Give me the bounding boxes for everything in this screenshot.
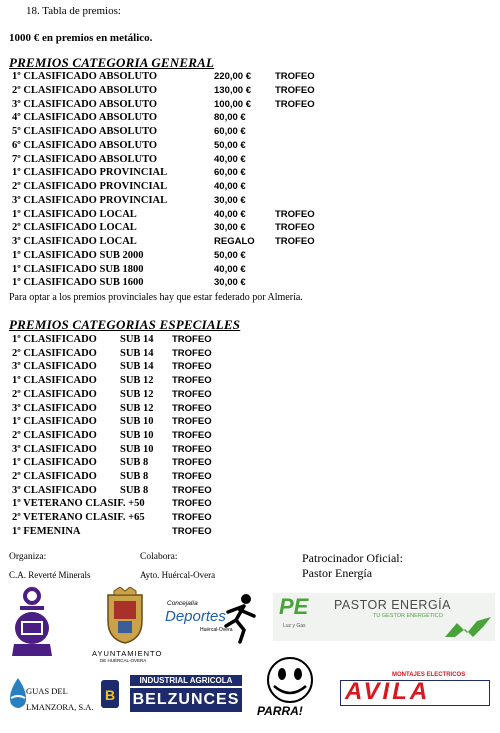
special-title: PREMIOS CATEGORIAS ESPECIALES — [9, 317, 241, 332]
row-category: SUB 10 — [120, 429, 154, 441]
row-label: 1º CLASIFICADO SUB 1600 — [12, 277, 144, 289]
pastor-energia-logo — [273, 593, 495, 641]
row-prize: TROFEO — [172, 498, 212, 510]
row-label: 1º CLASIFICADO — [12, 334, 97, 345]
belzunces-emblem — [98, 676, 122, 712]
row-label: 3º CLASIFICADO — [12, 443, 97, 455]
general-title: PREMIOS CATEGORIA GENERAL — [9, 55, 215, 70]
ayuntamiento-crest — [100, 587, 150, 645]
row-label: 3º CLASIFICADO PROVINCIAL — [12, 194, 168, 206]
row-label: 2º CLASIFICADO — [12, 347, 97, 359]
row-prize: TROFEO — [172, 334, 212, 345]
row-label: 5º CLASIFICADO ABSOLUTO — [12, 126, 158, 137]
row-prize: TROFEO — [172, 416, 212, 428]
belzunces-top: INDUSTRIAL AGRICOLA — [130, 675, 242, 686]
row-trophy: TROFEO — [275, 84, 315, 96]
row-trophy: TROFEO — [275, 222, 315, 234]
provincial-note: Para optar a los premios provinciales hay que estar federado por Almería. — [9, 292, 303, 303]
runner-icon — [218, 592, 260, 644]
pastor-name: PASTOR ENERGÍA — [334, 598, 451, 612]
row-prize: TROFEO — [172, 347, 212, 359]
row-label: 4º CLASIFICADO ABSOLUTO — [12, 112, 158, 124]
row-amount: 40,00 € — [214, 153, 246, 165]
row-category: SUB 12 — [120, 375, 154, 387]
belzunces-name: BELZUNCES — [130, 688, 242, 712]
pastor-luz: Luz y Gas — [283, 623, 306, 629]
row-trophy: TROFEO — [275, 71, 315, 82]
row-label: 2º CLASIFICADO LOCAL — [12, 222, 137, 234]
row-amount: REGALO — [214, 236, 255, 247]
row-prize: TROFEO — [172, 375, 212, 387]
row-label: 2º CLASIFICADO PROVINCIAL — [12, 181, 168, 192]
row-trophy: TROFEO — [275, 208, 315, 220]
row-label: 3º CLASIFICADO LOCAL — [12, 236, 137, 247]
row-category: SUB 12 — [120, 402, 154, 414]
row-label: 1º CLASIFICADO LOCAL — [12, 208, 137, 220]
row-label: 3º CLASIFICADO — [12, 361, 97, 373]
row-amount: 60,00 € — [214, 167, 246, 179]
row-label: 6º CLASIFICADO ABSOLUTO — [12, 139, 158, 151]
avila-logo-frame — [340, 680, 490, 706]
patrocinador-label: Patrocinador Oficial: — [302, 551, 403, 565]
aguas-text-2: LMANZORA, S.A. — [26, 702, 94, 712]
row-prize: TROFEO — [172, 512, 212, 524]
organiza-value: C.A. Reverté Minerals — [9, 570, 91, 580]
parra-text: PARRA! — [257, 704, 303, 718]
avila-top: MONTAJES ELECTRICOS — [392, 672, 466, 678]
parra-face-icon — [260, 654, 320, 706]
svg-text:B: B — [105, 687, 116, 703]
row-amount: 30,00 € — [214, 277, 246, 289]
row-amount: 40,00 € — [214, 263, 246, 275]
row-label: 1º CLASIFICADO ABSOLUTO — [12, 71, 158, 82]
row-label: 2º VETERANO CLASIF. +65 — [12, 512, 145, 524]
row-label: 3º CLASIFICADO ABSOLUTO — [12, 98, 158, 110]
row-category: SUB 8 — [120, 471, 149, 482]
row-amount: 100,00 € — [214, 98, 251, 110]
pastor-wave-icon — [443, 615, 493, 639]
row-label: 3º CLASIFICADO — [12, 484, 97, 496]
row-amount: 50,00 € — [214, 249, 246, 261]
pastor-tagline: TU GESTOR ENERGÉTICO — [373, 613, 443, 619]
deportes-top: Concejalía — [167, 600, 198, 607]
colabora-value: Ayto. Huércal-Overa — [140, 570, 216, 580]
row-label: 2º CLASIFICADO — [12, 388, 97, 400]
avila-name: AVILA — [345, 678, 431, 705]
row-label: 1º CLASIFICADO SUB 2000 — [12, 249, 144, 261]
row-amount: 220,00 € — [214, 71, 251, 82]
deportes-sub: Huércal-Overa — [200, 627, 233, 633]
row-label: 1º CLASIFICADO — [12, 375, 97, 387]
row-prize: TROFEO — [172, 525, 212, 537]
row-amount: 80,00 € — [214, 112, 246, 124]
ayuntamiento-sub: DE HUÉRCAL-OVERA — [100, 658, 147, 663]
row-label: 1º CLASIFICADO SUB 1800 — [12, 263, 144, 275]
patrocinador-value: Pastor Energía — [302, 566, 373, 580]
row-trophy: TROFEO — [275, 98, 315, 110]
row-label: 2º CLASIFICADO ABSOLUTO — [12, 84, 158, 96]
row-prize: TROFEO — [172, 361, 212, 373]
row-label: 1º CLASIFICADO — [12, 457, 97, 469]
row-label: 1º CLASIFICADO — [12, 416, 97, 428]
row-label: 1º FEMENINA — [12, 525, 81, 537]
row-prize: TROFEO — [172, 388, 212, 400]
row-amount: 40,00 € — [214, 208, 246, 220]
row-prize: TROFEO — [172, 402, 212, 414]
row-prize: TROFEO — [172, 429, 212, 441]
row-amount: 40,00 € — [214, 181, 246, 192]
row-label: 1º VETERANO CLASIF. +50 — [12, 498, 145, 510]
row-category: SUB 12 — [120, 388, 154, 400]
row-prize: TROFEO — [172, 457, 212, 469]
row-category: SUB 14 — [120, 361, 154, 373]
section-heading: 18. Tabla de premios: — [26, 5, 121, 17]
prize-total: 1000 € en premios en metálico. — [9, 32, 153, 44]
row-amount: 30,00 € — [214, 194, 246, 206]
row-label: 1º CLASIFICADO PROVINCIAL — [12, 167, 168, 179]
row-amount: 50,00 € — [214, 139, 246, 151]
row-amount: 30,00 € — [214, 222, 246, 234]
row-category: SUB 14 — [120, 347, 154, 359]
row-label: 3º CLASIFICADO — [12, 402, 97, 414]
row-amount: 60,00 € — [214, 126, 246, 137]
reverte-logo — [8, 584, 56, 660]
row-trophy: TROFEO — [275, 236, 315, 247]
row-category: SUB 10 — [120, 416, 154, 428]
colabora-label: Colabora: — [140, 552, 178, 562]
ayuntamiento-text: AYUNTAMIENTO — [92, 649, 163, 658]
row-prize: TROFEO — [172, 484, 212, 496]
row-prize: TROFEO — [172, 443, 212, 455]
row-label: 7º CLASIFICADO ABSOLUTO — [12, 153, 158, 165]
organiza-label: Organiza: — [9, 552, 47, 562]
deportes-name: Deportes — [165, 608, 226, 625]
row-prize: TROFEO — [172, 471, 212, 482]
row-label: 2º CLASIFICADO — [12, 429, 97, 441]
row-category: SUB 10 — [120, 443, 154, 455]
row-category: SUB 8 — [120, 484, 149, 496]
row-amount: 130,00 € — [214, 84, 251, 96]
row-label: 2º CLASIFICADO — [12, 471, 97, 482]
row-category: SUB 8 — [120, 457, 149, 469]
row-category: SUB 14 — [120, 334, 154, 345]
aguas-text: GUAS DEL — [26, 686, 68, 696]
pastor-mark: PE — [279, 594, 309, 619]
